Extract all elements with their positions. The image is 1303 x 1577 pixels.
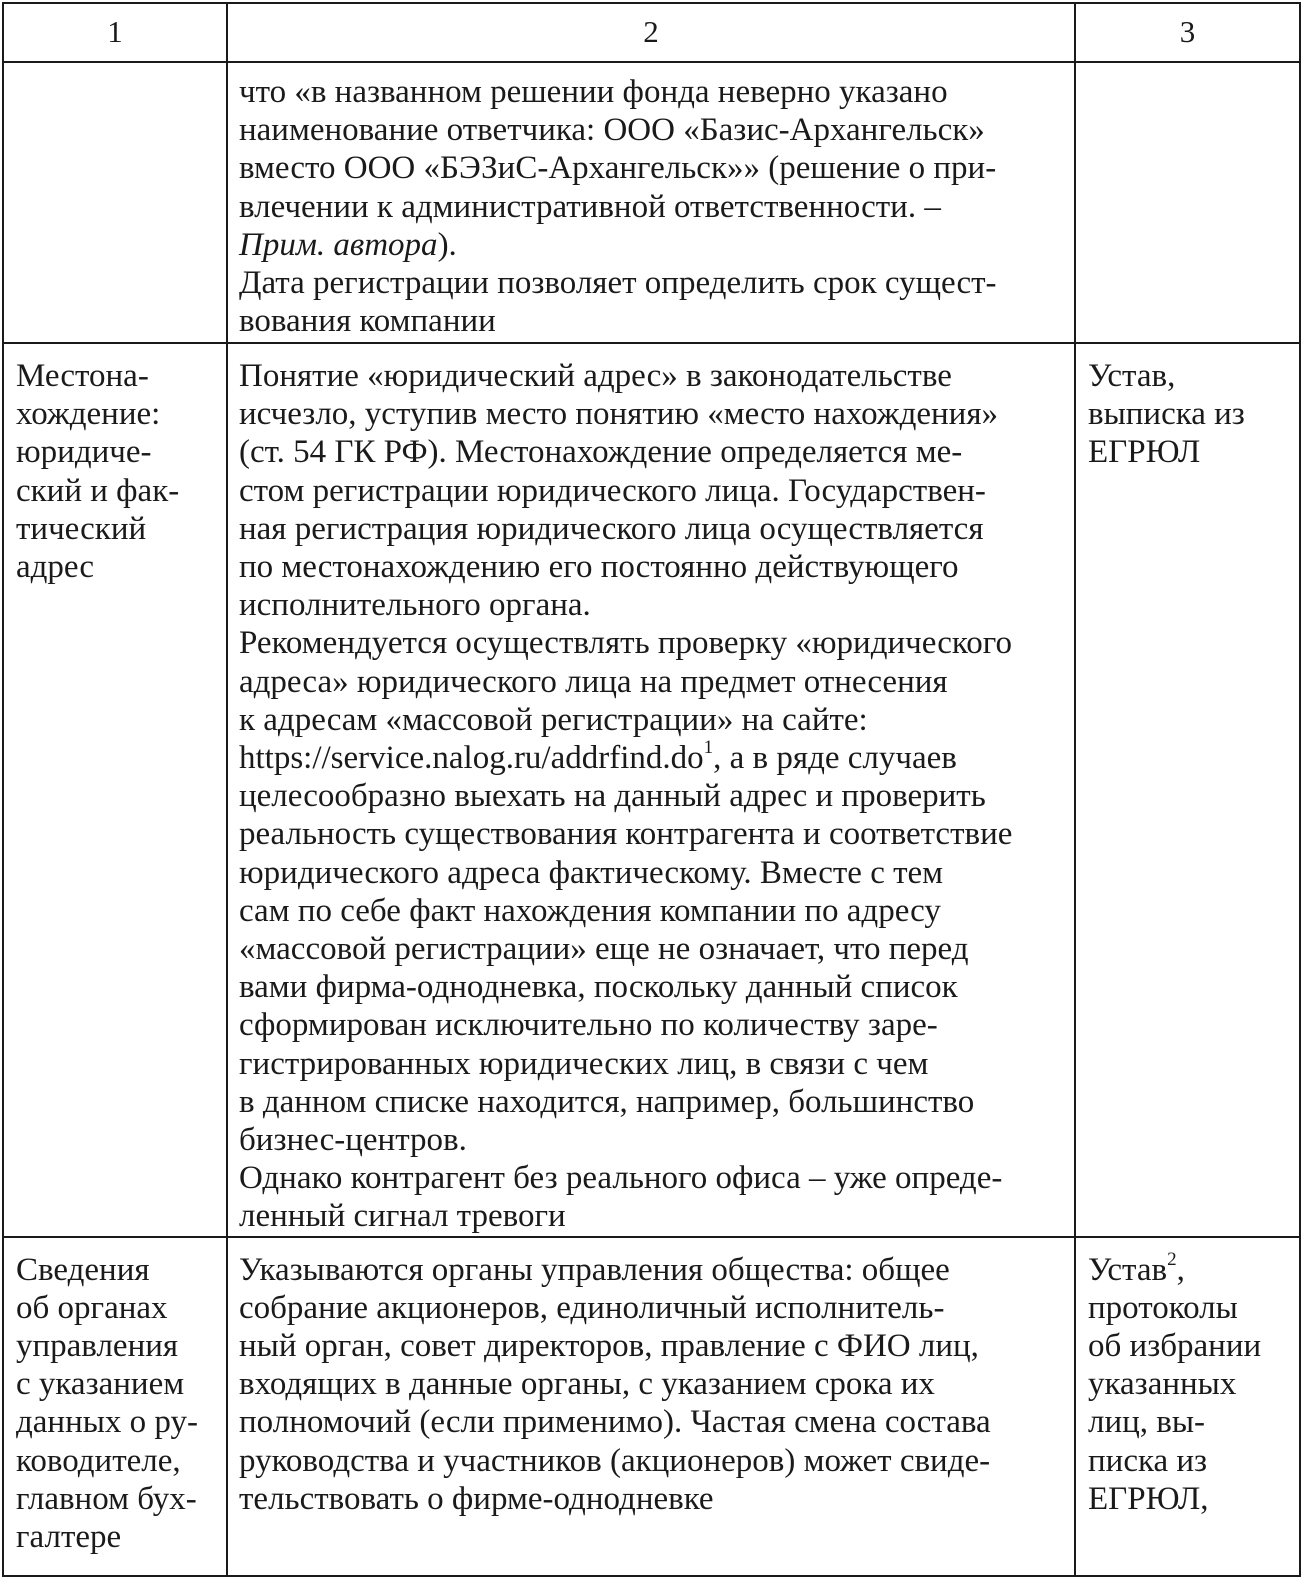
text-line: Местона- xyxy=(16,358,149,394)
text-line: полномочий (если применимо). Частая смена состава xyxy=(239,1404,991,1441)
line-tail: ). xyxy=(437,226,457,263)
text-line: Сведения xyxy=(16,1251,150,1288)
text-line: (ст. 54 ГК РФ). Местонахождение определяется ме- xyxy=(239,434,963,471)
footnote-marker: 1 xyxy=(703,737,714,759)
text-line: целесообразно выехать на данный адрес и проверить xyxy=(239,778,986,815)
text-line: ный орган, совет директоров, правление с ФИО лиц, xyxy=(239,1328,979,1365)
header-cell-2: 2 xyxy=(227,3,1075,62)
text-line xyxy=(1088,1248,1293,1289)
text-line xyxy=(239,226,1068,264)
text-line: бизнес-центров. xyxy=(239,1122,467,1159)
text-line: галтере xyxy=(16,1519,122,1556)
text-line: с указанием xyxy=(16,1366,185,1403)
text-line: юридиче- xyxy=(16,434,152,471)
text-line: Понятие «юридический адрес» в законодательстве xyxy=(239,358,952,394)
text-line: управления xyxy=(16,1328,179,1365)
text-line: Устав, xyxy=(1088,358,1176,394)
text-line: влечении к административной ответственности. – xyxy=(239,188,941,225)
text-line: об органах xyxy=(16,1289,168,1326)
text-line: ная регистрация юридического лица осуществляется xyxy=(239,510,984,547)
description-cell xyxy=(227,343,1075,1237)
text-line: вования компании xyxy=(239,303,496,340)
line-tail: , а в ряде случаев xyxy=(713,740,957,777)
text-line: исчезло, уступив место понятию «место нахождения» xyxy=(239,396,998,433)
text-line: входящих в данные органы, с указанием срока их xyxy=(239,1366,935,1403)
header-cell-3: 3 xyxy=(1075,3,1300,62)
source-document-cell xyxy=(1075,1237,1300,1576)
text-line: юридического адреса фактическому. Вместе с тем xyxy=(239,854,944,891)
text-line: ский и фак- xyxy=(16,472,180,509)
table-row xyxy=(3,62,1300,343)
text-line: об избрании xyxy=(1088,1328,1262,1365)
field-name-cell xyxy=(3,62,227,343)
text-line: писка из xyxy=(1088,1442,1208,1479)
text-line: наименование ответчика: ООО «Базис-Архангельск» xyxy=(239,112,985,149)
italic-note: Прим. автора xyxy=(239,226,438,263)
text-line: тический xyxy=(16,510,147,547)
text-line: реальность существования контрагента и соответствие xyxy=(239,816,1013,853)
text-line: гистрированных юридических лиц, в связи с чем xyxy=(239,1045,929,1082)
text-line: в данном списке находится, например, большинство xyxy=(239,1083,975,1120)
text-line: протоколы xyxy=(1088,1289,1238,1326)
text-line: сформирован исключительно по количеству заре- xyxy=(239,1007,938,1044)
text-line: что «в названном решении фонда неверно указано xyxy=(239,74,948,110)
text-line: адреса» юридического лица на предмет отнесения xyxy=(239,663,948,700)
text-line: по местонахождению его постоянно действующего xyxy=(239,549,959,586)
line-text: https://service.nalog.ru/addrfind.do xyxy=(239,740,704,777)
document-table xyxy=(2,2,1301,1577)
text-line: ЕГРЮЛ xyxy=(1088,434,1201,471)
text-line: сам по себе факт нахождения компании по адресу xyxy=(239,892,941,929)
text-line: вместо ООО «БЭЗиС-Архангельск»» (решение о при- xyxy=(239,150,997,187)
table-header-row xyxy=(3,3,1300,62)
text-line: хождение: xyxy=(16,396,161,433)
text-line: Рекомендуется осуществлять проверку «юридического xyxy=(239,625,1012,662)
source-document-cell xyxy=(1075,62,1300,343)
text-line: собрание акционеров, единоличный исполнитель- xyxy=(239,1289,945,1326)
text-line: «массовой регистрации» еще не означает, что перед xyxy=(239,931,969,968)
description-cell xyxy=(227,62,1075,343)
line-text: Устав xyxy=(1088,1251,1168,1288)
text-line: адрес xyxy=(16,549,95,586)
footnote-marker: 2 xyxy=(1167,1248,1177,1270)
text-line: данных о ру- xyxy=(16,1404,198,1441)
text-line: ководителе, xyxy=(16,1442,181,1479)
text-line: указанных xyxy=(1088,1366,1237,1403)
text-line: ленный сигнал тревоги xyxy=(239,1198,566,1235)
source-document-cell xyxy=(1075,343,1300,1237)
text-line: к адресам «массовой регистрации» на сайте: xyxy=(239,701,868,738)
text-line: лиц, вы- xyxy=(1088,1404,1206,1441)
text-line: выписка из xyxy=(1088,396,1245,433)
table-row xyxy=(3,343,1300,1237)
text-line: стом регистрации юридического лица. Государствен- xyxy=(239,472,986,509)
line-tail: , xyxy=(1176,1251,1185,1288)
text-line: ЕГРЮЛ, xyxy=(1088,1480,1209,1517)
text-line: Однако контрагент без реального офиса – уже опреде- xyxy=(239,1160,1003,1197)
field-name-cell xyxy=(3,1237,227,1576)
text-line: тельствовать о фирме-однодневке xyxy=(239,1480,714,1517)
text-line: вами фирма-однодневка, поскольку данный список xyxy=(239,969,958,1006)
description-cell xyxy=(227,1237,1075,1576)
field-name-cell xyxy=(3,343,227,1237)
table-row xyxy=(3,1237,1300,1576)
text-line: главном бух- xyxy=(16,1480,197,1517)
text-line: руководства и участников (акционеров) может свиде- xyxy=(239,1442,991,1479)
header-cell-1: 1 xyxy=(3,3,227,62)
text-line: Дата регистрации позволяет определить срок сущест- xyxy=(239,265,997,302)
text-line xyxy=(239,739,1068,777)
text-line: Указываются органы управления общества: общее xyxy=(239,1251,950,1288)
text-line: исполнительного органа. xyxy=(239,587,591,624)
